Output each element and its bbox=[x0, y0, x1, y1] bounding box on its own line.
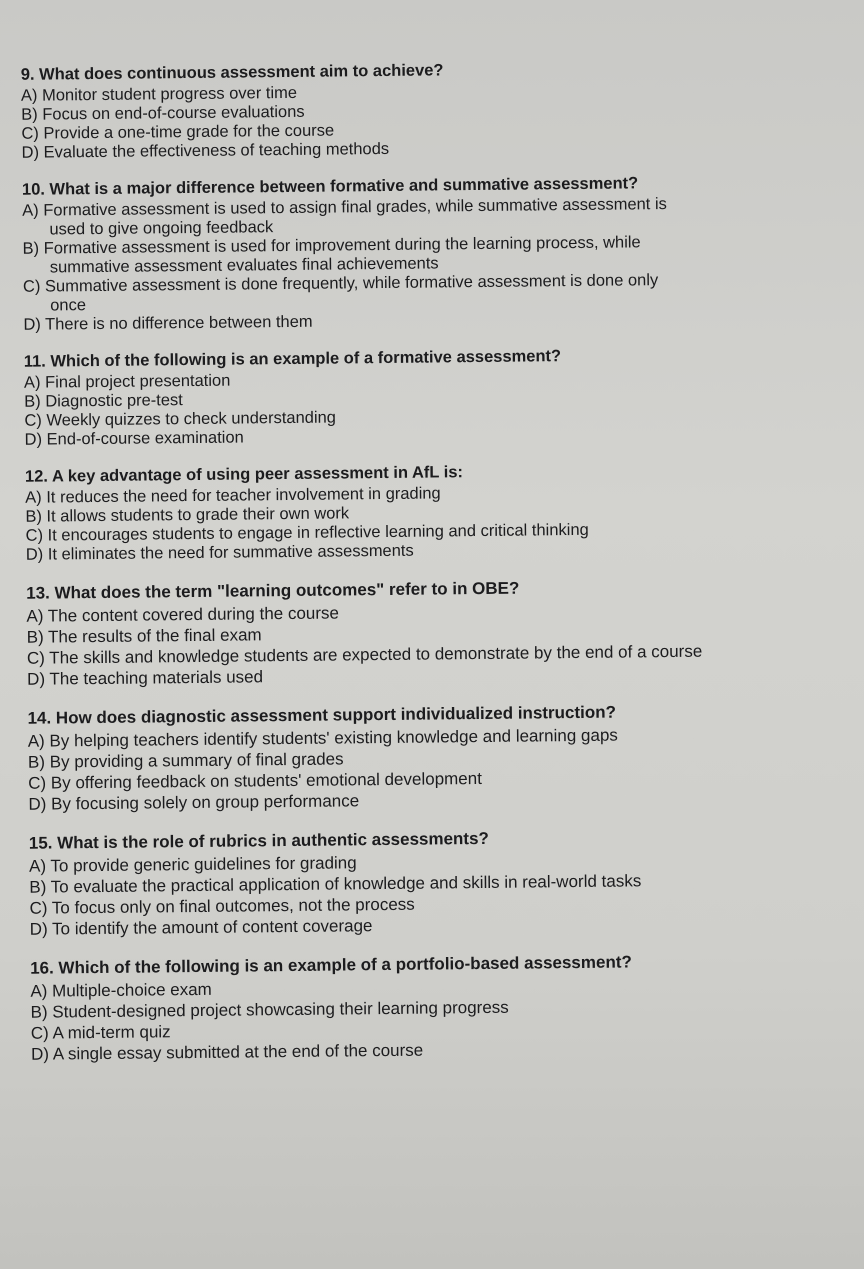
question-10 bbox=[22, 172, 828, 334]
option-d: D) By focusing solely on group performance bbox=[28, 791, 360, 814]
option-a: A) Monitor student progress over time bbox=[20, 83, 298, 105]
question-16 bbox=[30, 949, 835, 1064]
option-list bbox=[28, 722, 833, 814]
question-title: 9. What does continuous assessment aim to achieve? bbox=[20, 61, 444, 84]
option-d: D) There is no difference between them bbox=[23, 312, 313, 334]
question-title: 15. What is the role of rubrics in authentic assessments? bbox=[28, 828, 489, 853]
option-list bbox=[25, 480, 830, 564]
option-b-continuation: summative assessment evaluates final achievements bbox=[49, 254, 439, 277]
option-c: C) Weekly quizzes to check understanding bbox=[24, 408, 337, 430]
option-d: D) End-of-course examination bbox=[24, 428, 244, 449]
option-b: B) Student-designed project showcasing their learning progress bbox=[30, 997, 509, 1022]
question-title: 16. Which of the following is an example of a portfolio-based assessment? bbox=[30, 952, 632, 978]
option-c: C) By offering feedback on students' emotional development bbox=[28, 768, 482, 793]
option-b: B) The results of the final exam bbox=[26, 625, 262, 647]
option-list bbox=[30, 972, 835, 1064]
option-b: B) Formative assessment is used for improvement during the learning process, while bbox=[22, 233, 641, 258]
option-a: A) To provide generic guidelines for grading bbox=[28, 853, 357, 876]
option-c: C) Provide a one-time grade for the course bbox=[21, 121, 335, 143]
question-title: 10. What is a major difference between formative and summative assessment? bbox=[21, 174, 639, 199]
question-9 bbox=[21, 57, 826, 162]
option-b: B) By providing a summary of final grades bbox=[27, 749, 344, 772]
option-c: C) The skills and knowledge students are expected to demonstrate by the end of a course bbox=[26, 641, 703, 668]
question-title: 12. A key advantage of using peer assessment in AfL is: bbox=[24, 463, 464, 486]
option-a: A) Formative assessment is used to assign final grades, while summative assessment is bbox=[22, 195, 667, 220]
question-title: 11. Which of the following is an example of a formative assessment? bbox=[23, 347, 562, 371]
option-d: D) The teaching materials used bbox=[27, 667, 264, 689]
option-list bbox=[22, 193, 827, 334]
option-c: C) To focus only on final outcomes, not the process bbox=[29, 894, 415, 918]
option-a: A) It reduces the need for teacher involvement in grading bbox=[25, 484, 441, 507]
option-a: A) The content covered during the course bbox=[26, 603, 340, 626]
option-d: D) Evaluate the effectiveness of teaching methods bbox=[21, 139, 390, 162]
option-a: A) By helping teachers identify students' existing knowledge and learning gaps bbox=[27, 725, 618, 751]
option-d: D) To identify the amount of content coverage bbox=[29, 916, 373, 939]
question-14 bbox=[27, 699, 832, 814]
option-d: D) It eliminates the need for summative assessments bbox=[25, 541, 414, 564]
question-13 bbox=[26, 574, 831, 689]
question-11 bbox=[24, 344, 829, 449]
option-a: A) Multiple-choice exam bbox=[30, 979, 212, 1001]
option-b: B) To evaluate the practical application of knowledge and skills in real-world tasks bbox=[29, 871, 642, 897]
option-b: B) It allows students to grade their own work bbox=[25, 504, 350, 526]
option-list bbox=[26, 597, 831, 689]
option-a: A) Final project presentation bbox=[23, 371, 231, 392]
question-title: 14. How does diagnostic assessment support individualized instruction? bbox=[27, 702, 617, 728]
option-d: D) A single essay submitted at the end of the course bbox=[30, 1040, 424, 1064]
option-c-continuation: once bbox=[50, 296, 87, 315]
question-12 bbox=[25, 459, 830, 564]
option-c: C) Summative assessment is done frequently, while formative assessment is done only bbox=[22, 271, 659, 296]
question-15 bbox=[29, 824, 834, 939]
option-b: B) Focus on end-of-course evaluations bbox=[21, 102, 305, 124]
option-list bbox=[29, 847, 834, 939]
option-a-continuation: used to give ongoing feedback bbox=[49, 218, 274, 239]
option-c: C) A mid-term quiz bbox=[30, 1022, 171, 1043]
option-b: B) Diagnostic pre-test bbox=[24, 391, 183, 411]
option-c: C) It encourages students to engage in reflective learning and critical thinking bbox=[25, 520, 589, 545]
option-list bbox=[21, 78, 826, 162]
question-title: 13. What does the term "learning outcomes" refer to in OBE? bbox=[26, 578, 520, 603]
option-list bbox=[24, 365, 829, 449]
